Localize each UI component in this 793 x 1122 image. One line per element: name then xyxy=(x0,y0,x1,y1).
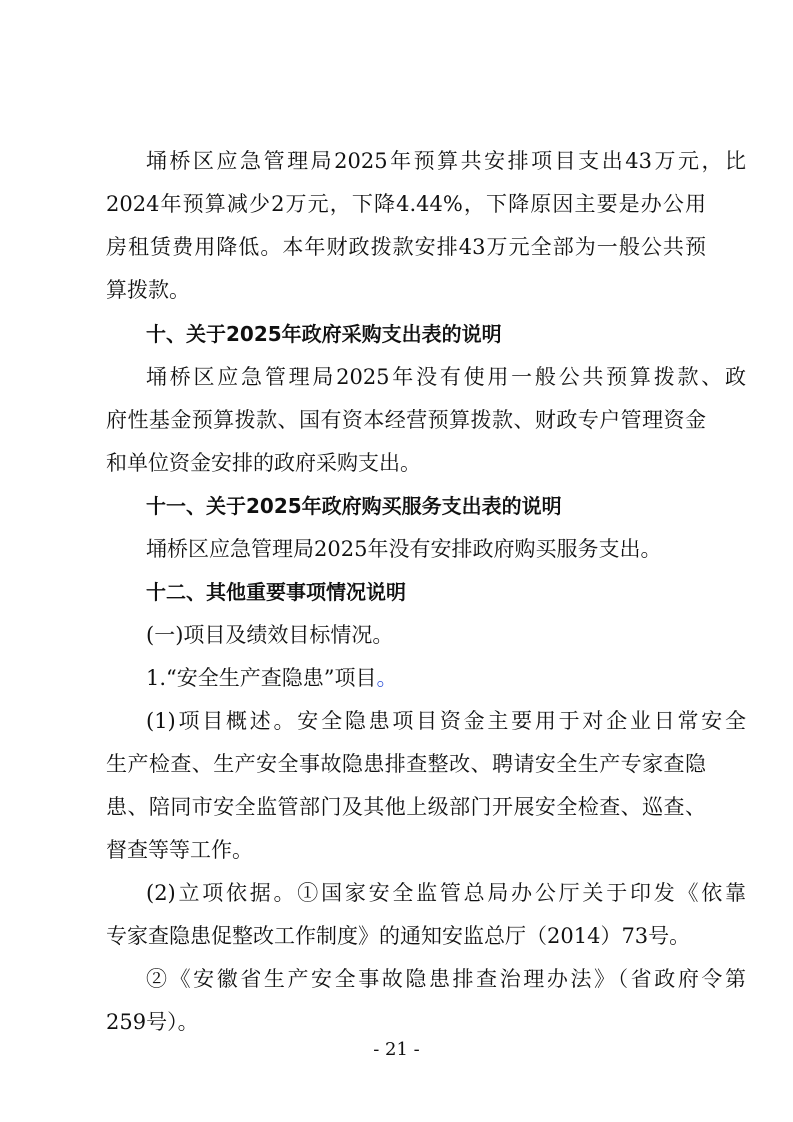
section-11-heading: 十一、关于2025年政府购买服务支出表的说明 xyxy=(146,494,562,518)
paragraph-1-line-4: 算拨款。 xyxy=(106,278,190,302)
section-12-heading: 十二、其他重要事项情况说明 xyxy=(146,580,406,604)
item-1-title-text: 1.“安全生产查隐患”项目 xyxy=(146,666,377,690)
basis-line-4: 259号）。 xyxy=(106,1010,199,1034)
item-1-title-period: 。 xyxy=(376,666,398,690)
item-1-title xyxy=(146,663,746,693)
section-10-heading: 十、关于2025年政府采购支出表的说明 xyxy=(146,322,502,346)
overview-line-1: (1)项目概述。安全隐患项目资金主要用于对企业日常安全 xyxy=(146,709,746,733)
paragraph-1-line-3: 房租赁费用降低。本年财政拨款安排43万元全部为一般公共预 xyxy=(106,235,706,259)
section-10-line-3: 和单位资金安排的政府采购支出。 xyxy=(106,451,421,475)
overview-line-4: 督查等等工作。 xyxy=(106,838,253,862)
section-11-line-1: 埇桥区应急管理局2025年没有安排政府购买服务支出。 xyxy=(146,537,662,561)
section-10-line-2: 府性基金预算拨款、国有资本经营预算拨款、财政专户管理资金 xyxy=(106,408,706,432)
section-10-line-1: 埇桥区应急管理局2025年没有使用一般公共预算拨款、政 xyxy=(146,365,746,389)
page-number: - 21 - xyxy=(373,1039,420,1060)
overview-line-2: 生产检查、生产安全事故隐患排查整改、聘请安全生产专家查隐 xyxy=(106,752,706,776)
basis-line-1: (2)立项依据。①国家安全监管总局办公厅关于印发《依靠 xyxy=(146,881,746,905)
basis-line-3: ②《安徽省生产安全事故隐患排查治理办法》（省政府令第 xyxy=(146,967,746,991)
paragraph-1-line-2: 2024年预算减少2万元，下降4.44%，下降原因主要是办公用 xyxy=(106,192,706,216)
section-12-subheading-1: (一)项目及绩效目标情况。 xyxy=(146,623,394,647)
basis-line-2: 专家查隐患促整改工作制度》的通知安监总厅（2014）73号。 xyxy=(106,924,691,948)
paragraph-1-line-1: 埇桥区应急管理局2025年预算共安排项目支出43万元，比 xyxy=(146,149,746,173)
overview-line-3: 患、陪同市安全监管部门及其他上级部门开展安全检查、巡查、 xyxy=(106,795,706,819)
